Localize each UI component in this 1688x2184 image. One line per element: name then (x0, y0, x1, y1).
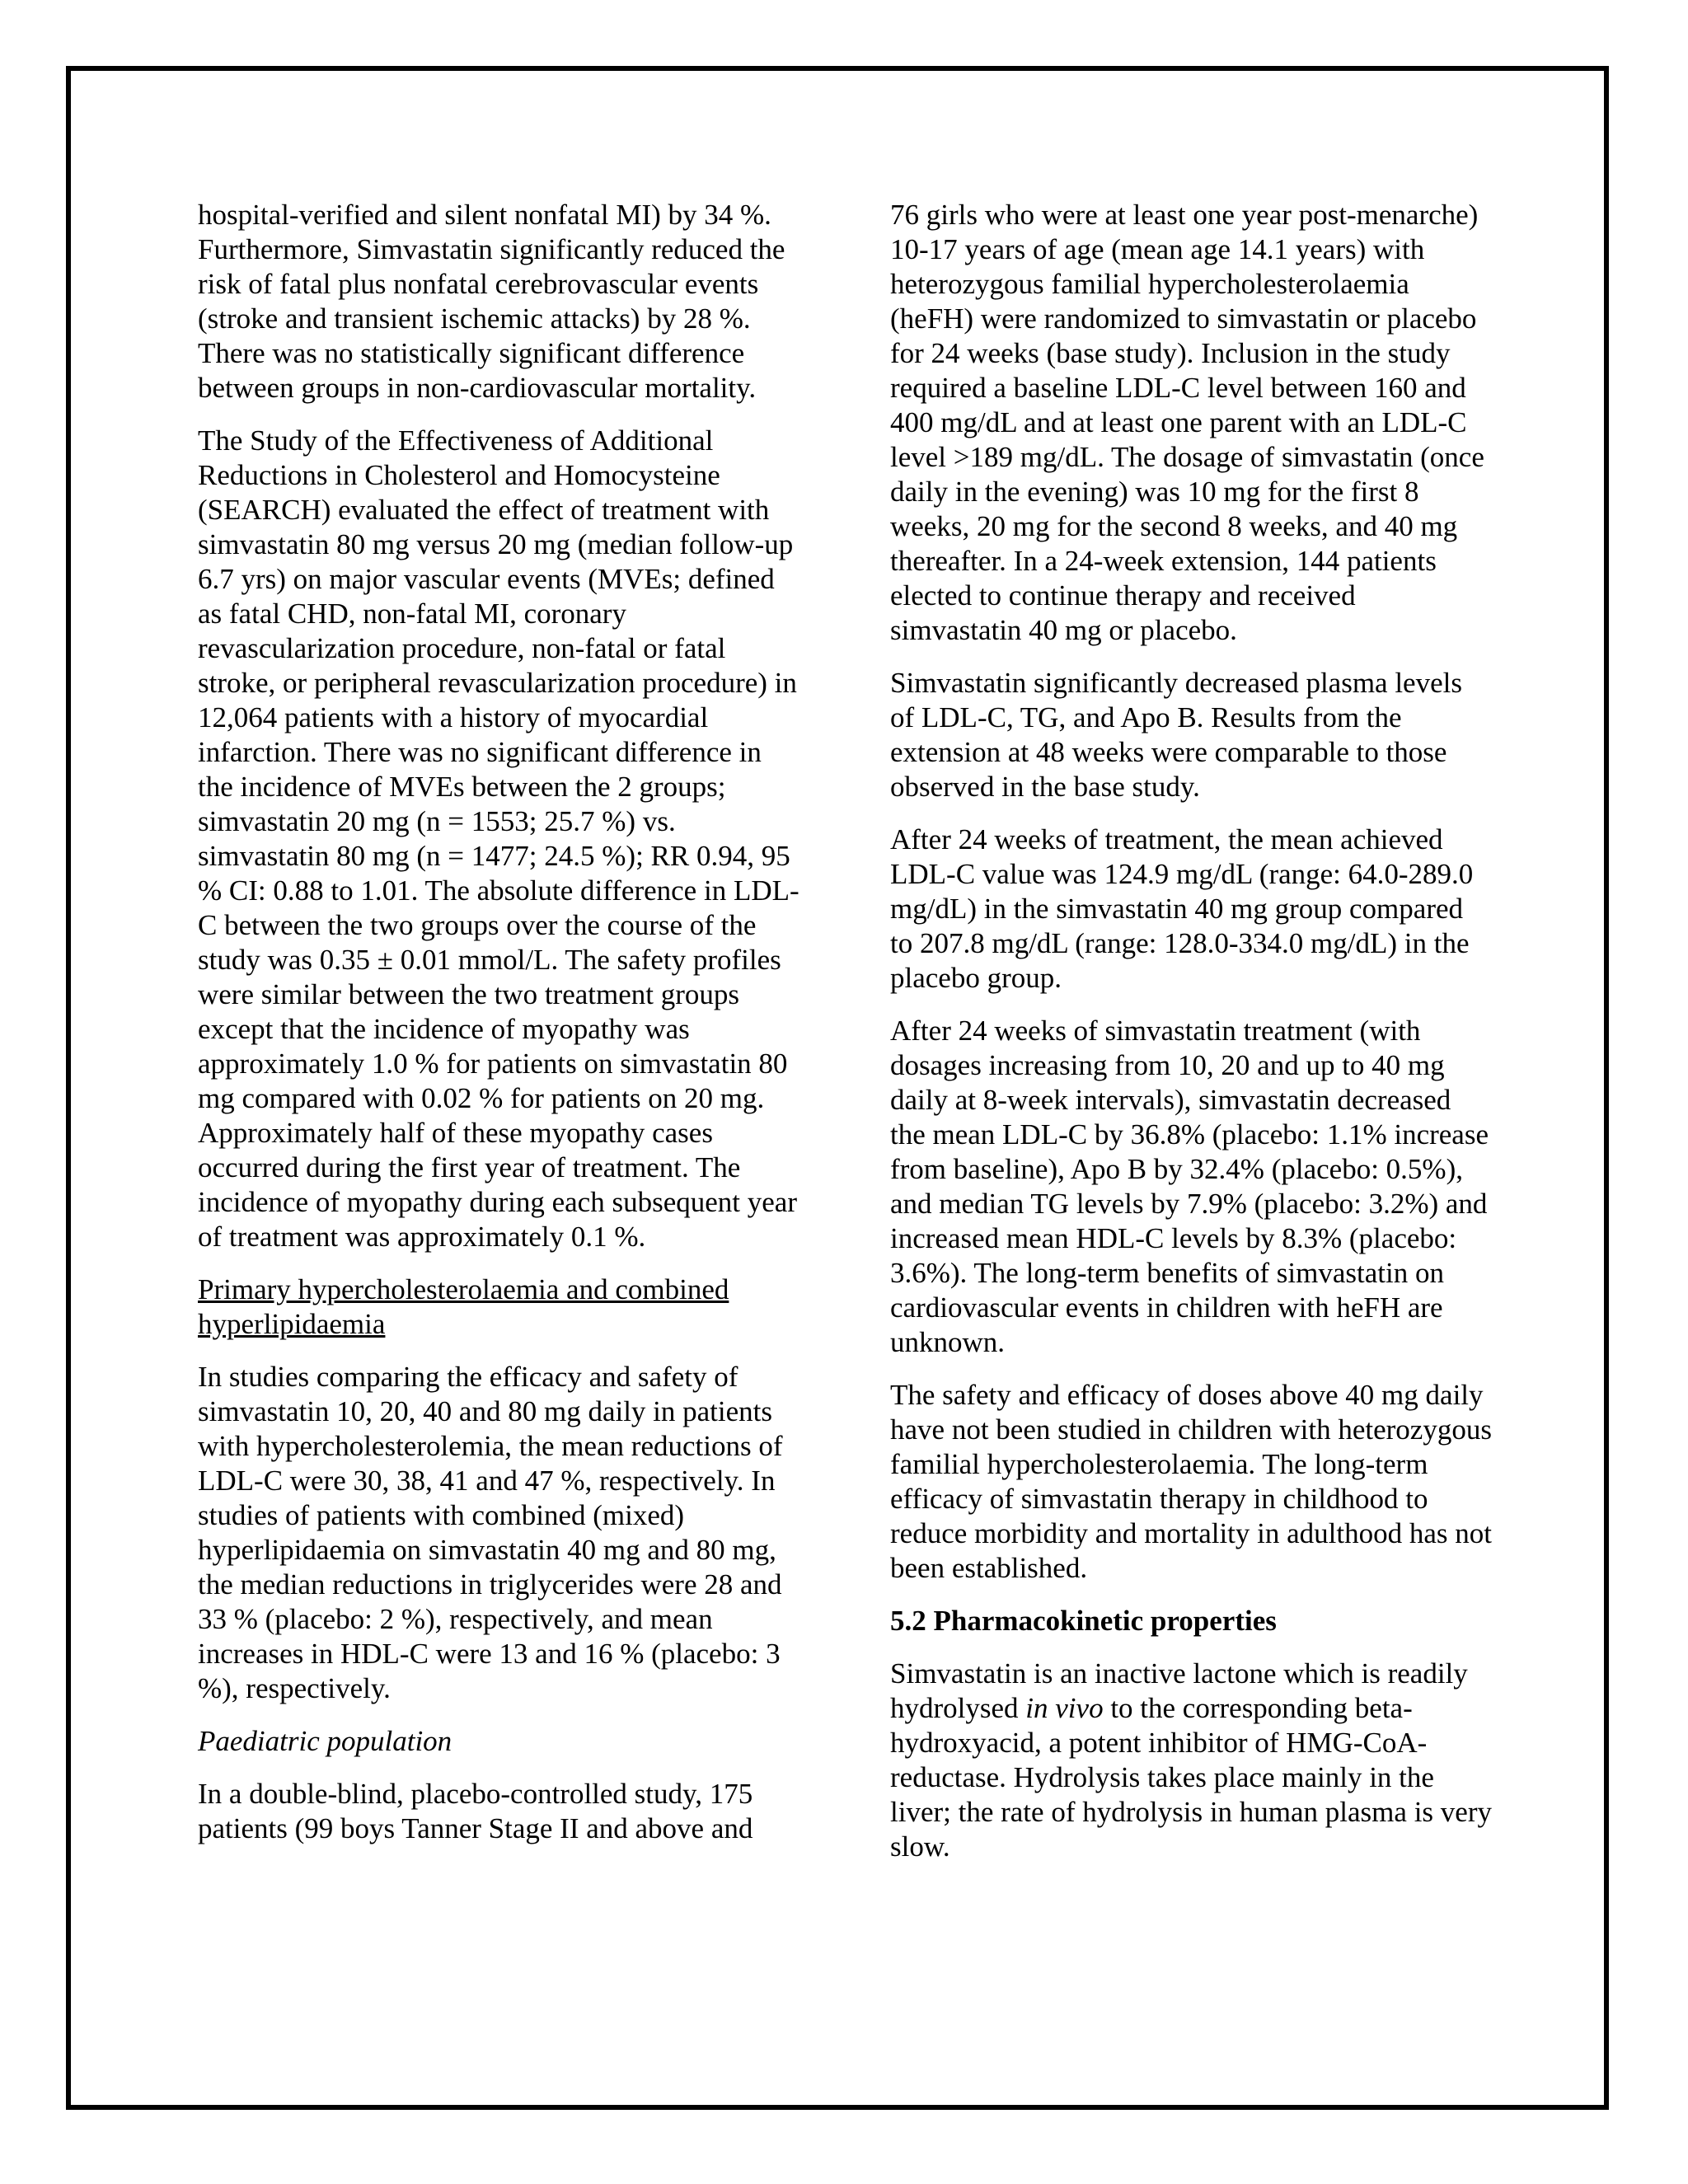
paragraph: In studies comparing the efficacy and safety of simvastatin 10, 20, 40 and 80 mg daily in patients with hypercholesterolemia, the mean reductions of LDL-C were 30, 38, 41 and 47 %, respectively. In studies of patients with combined (mixed) hyperlipidaemia on simvastatin 40 mg and 80 mg, the median reductions in triglycerides were 28 and 33 % (placebo: 2 %), respectively, and mean increases in HDL-C were 13 and 16 % (placebo: 3 %), respectively. (198, 1361, 783, 1704)
right-column (890, 198, 1492, 1882)
section-heading: Primary hypercholesterolaemia and combined hyperlipidaemia (198, 1273, 729, 1340)
paragraph: In a double-blind, placebo-controlled study, 175 patients (99 boys Tanner Stage II and above and (198, 1778, 753, 1844)
paragraph: The safety and efficacy of doses above 40 mg daily have not been studied in children with heterozygous familial hypercholesterolaemia. The long-term efficacy of simvastatin therapy in childhood to reduce morbidity and mortality in adulthood has not been established. (890, 1379, 1492, 1584)
text-span: Simvastatin is an inactive lactone which is readily hydrolysed (890, 1657, 1468, 1724)
paragraph (890, 1657, 1492, 1864)
paragraph: After 24 weeks of simvastatin treatment (with dosages increasing from 10, 20 and up to 40 mg daily at 8-week intervals), simvastatin decreased the mean LDL-C by 36.8% (placebo: 1.1% increase from baseline), Apo B by 32.4% (placebo: 0.5%), and median TG levels by 7.9% (placebo: 3.2%) and increased mean HDL-C levels by 8.3% (placebo: 3.6%). The long-term benefits of simvastatin on cardiovascular events in children with heFH are unknown. (890, 1015, 1489, 1358)
paragraph: Simvastatin significantly decreased plasma levels of LDL-C, TG, and Apo B. Results from the extension at 48 weeks were comparable to those observed in the base study. (890, 667, 1462, 803)
section-heading: 5.2 Pharmacokinetic properties (890, 1605, 1277, 1637)
paragraph: The Study of the Effectiveness of Additional Reductions in Cholesterol and Homocysteine (SEARCH) evaluated the effect of treatment with simvastatin 80 mg versus 20 mg (median follow-up 6.7 yrs) on major vascular events (MVEs; defined as fatal CHD, non-fatal MI, coronary revascularization procedure, non-fatal or fatal stroke, or peripheral revascularization procedure) in 12,064 patients with a history of myocardial infarction. There was no significant difference in the incidence of MVEs between the 2 groups; simvastatin 20 mg (n = 1553; 25.7 %) vs. simvastatin 80 mg (n = 1477; 24.5 %); RR 0.94, 95 % CI: 0.88 to 1.01. The absolute difference in LDL-C between the two groups over the course of the study was 0.35 ± 0.01 mmol/L. The safety profiles were similar between the two treatment groups except that the incidence of myopathy was approximately 1.0 % for patients on simvastatin 80 mg compared with 0.02 % for patients on 20 mg. Approximately half of these myopathy cases occurred during the first year of treatment. The incidence of myopathy during each subsequent year of treatment was approximately 0.1 %. (198, 424, 799, 1253)
left-column (198, 198, 799, 1864)
paragraph: 76 girls who were at least one year post-menarche) 10-17 years of age (mean age 14.1 years) with heterozygous familial hypercholesterolaemia (heFH) were randomized to simvastatin or placebo for 24 weeks (base study). Inclusion in the study required a baseline LDL-C level between 160 and 400 mg/dL and at least one parent with an LDL-C level >189 mg/dL. The dosage of simvastatin (once daily in the evening) was 10 mg for the first 8 weeks, 20 mg for the second 8 weeks, and 40 mg thereafter. In a 24-week extension, 144 patients elected to continue therapy and received simvastatin 40 mg or placebo. (890, 199, 1484, 646)
paragraph: After 24 weeks of treatment, the mean achieved LDL-C value was 124.9 mg/dL (range: 64.0-289.0 mg/dL) in the simvastatin 40 mg group compared to 207.8 mg/dL (range: 128.0-334.0 mg/dL) in the placebo group. (890, 823, 1474, 994)
text-span: to the corresponding beta-hydroxyacid, a potent inhibitor of HMG-CoA-reductase. Hydrolysis takes place mainly in the liver; the rate of hydrolysis in human plasma is very slow. (890, 1692, 1492, 1863)
paragraph: hospital-verified and silent nonfatal MI) by 34 %. Furthermore, Simvastatin significantly reduced the risk of fatal plus nonfatal cerebrovascular events (stroke and transient ischemic attacks) by 28 %. There was no statistically significant difference between groups in non-cardiovascular mortality. (198, 199, 785, 404)
subsection-heading: Paediatric population (198, 1725, 452, 1757)
italic-term: in vivo (1025, 1692, 1104, 1724)
